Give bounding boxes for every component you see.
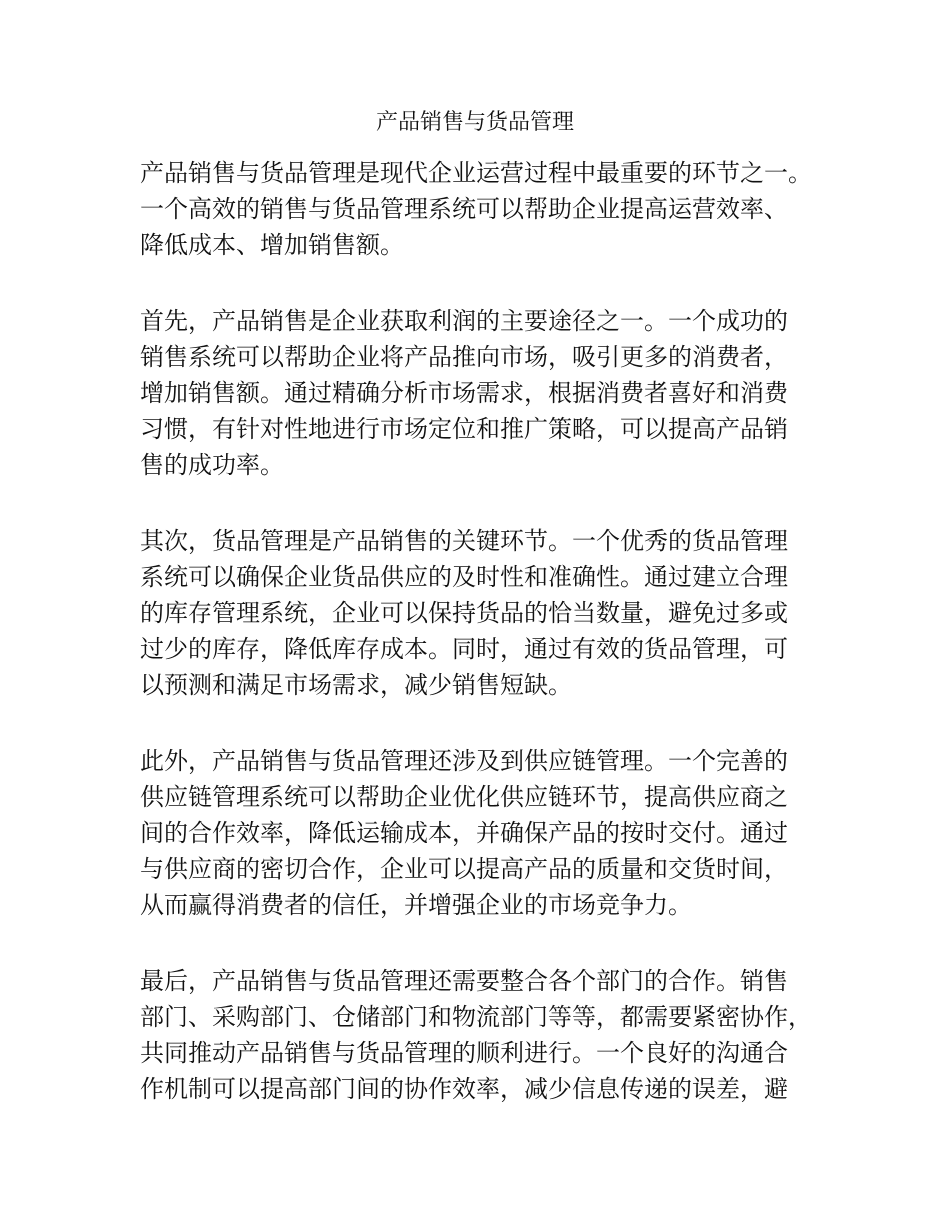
paragraph-line: 一个高效的销售与货品管理系统可以帮助企业提高运营效率、 bbox=[140, 195, 788, 223]
paragraph-line: 增加销售额。通过精确分析市场需求，根据消费者喜好和消费 bbox=[140, 379, 788, 407]
paragraph-line: 与供应商的密切合作，企业可以提高产品的质量和交货时间， bbox=[140, 855, 788, 883]
paragraph-line: 的库存管理系统，企业可以保持货品的恰当数量，避免过多或 bbox=[140, 599, 788, 627]
paragraph-supply-chain bbox=[140, 743, 840, 923]
paragraph-line: 系统可以确保企业货品供应的及时性和准确性。通过建立合理 bbox=[140, 563, 788, 591]
paragraph-sales bbox=[140, 303, 840, 483]
paragraph-line: 销售系统可以帮助企业将产品推向市场，吸引更多的消费者， bbox=[140, 343, 788, 371]
paragraph-line: 首先，产品销售是企业获取利润的主要途径之一。一个成功的 bbox=[140, 307, 788, 335]
paragraph-line: 售的成功率。 bbox=[140, 451, 284, 479]
paragraph-collaboration bbox=[140, 963, 840, 1107]
paragraph-line: 部门、采购部门、仓储部门和物流部门等等，都需要紧密协作， bbox=[140, 1003, 812, 1031]
paragraph-line: 间的合作效率，降低运输成本，并确保产品的按时交付。通过 bbox=[140, 819, 788, 847]
paragraph-line: 习惯，有针对性地进行市场定位和推广策略，可以提高产品销 bbox=[140, 415, 788, 443]
paragraph-line: 共同推动产品销售与货品管理的顺利进行。一个良好的沟通合 bbox=[140, 1039, 788, 1067]
paragraph-line: 产品销售与货品管理是现代企业运营过程中最重要的环节之一。 bbox=[140, 159, 812, 187]
paragraph-line: 降低成本、增加销售额。 bbox=[140, 231, 404, 259]
paragraph-line: 此外，产品销售与货品管理还涉及到供应链管理。一个完善的 bbox=[140, 747, 788, 775]
paragraph-intro bbox=[140, 155, 840, 263]
page-title: 产品销售与货品管理 bbox=[375, 110, 574, 135]
paragraph-line: 过少的库存，降低库存成本。同时，通过有效的货品管理，可 bbox=[140, 635, 788, 663]
paragraph-line: 最后，产品销售与货品管理还需要整合各个部门的合作。销售 bbox=[140, 967, 788, 995]
paragraph-inventory bbox=[140, 523, 840, 703]
paragraph-line: 以预测和满足市场需求，减少销售短缺。 bbox=[140, 671, 572, 699]
document-body bbox=[140, 155, 840, 1147]
paragraph-line: 供应链管理系统可以帮助企业优化供应链环节，提高供应商之 bbox=[140, 783, 788, 811]
paragraph-line: 其次，货品管理是产品销售的关键环节。一个优秀的货品管理 bbox=[140, 527, 788, 555]
paragraph-line: 从而赢得消费者的信任，并增强企业的市场竞争力。 bbox=[140, 891, 692, 919]
paragraph-line: 作机制可以提高部门间的协作效率，减少信息传递的误差，避 bbox=[140, 1075, 788, 1103]
